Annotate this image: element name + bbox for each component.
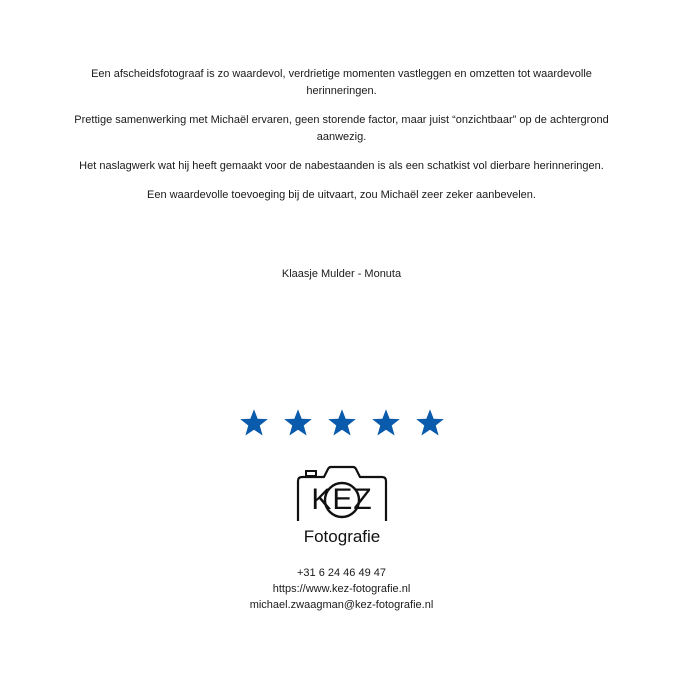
contact-info [0,565,683,613]
star-icon [327,408,357,438]
star-icon [371,408,401,438]
testimonial-author: Klaasje Mulder - Monuta [281,268,402,280]
testimonial-paragraph-2: Prettige samenwerking met Michaël ervaren, geen storende factor, maar juist “onzichtbaar” op de achtergrond aanwezig. [74,114,609,143]
logo-wordmark: KEZ [311,483,373,516]
star-icon [283,408,313,438]
testimonial-paragraph-1: Een afscheidsfotograaf is zo waardevol, verdrietige momenten vastleggen en omzetten tot waardevolle herinneringen. [91,68,592,97]
testimonial-text [70,66,613,216]
kez-logo [290,463,394,555]
star-rating [0,408,683,438]
star-icon [239,408,269,438]
email-link[interactable]: michael.zwaagman@kez-fotografie.nl [249,599,434,611]
logo-subtitle: Fotografie [303,527,381,546]
testimonial-paragraph-3: Het naslagwerk wat hij heeft gemaakt voor de nabestaanden is als een schatkist vol dierbare herinneringen. [79,160,604,172]
phone-number: +31 6 24 46 49 47 [297,567,386,579]
star-icon [415,408,445,438]
website-link[interactable]: https://www.kez-fotografie.nl [272,583,411,595]
testimonial-paragraph-4: Een waardevolle toevoeging bij de uitvaart, zou Michaël zeer zeker aanbevelen. [147,189,536,201]
